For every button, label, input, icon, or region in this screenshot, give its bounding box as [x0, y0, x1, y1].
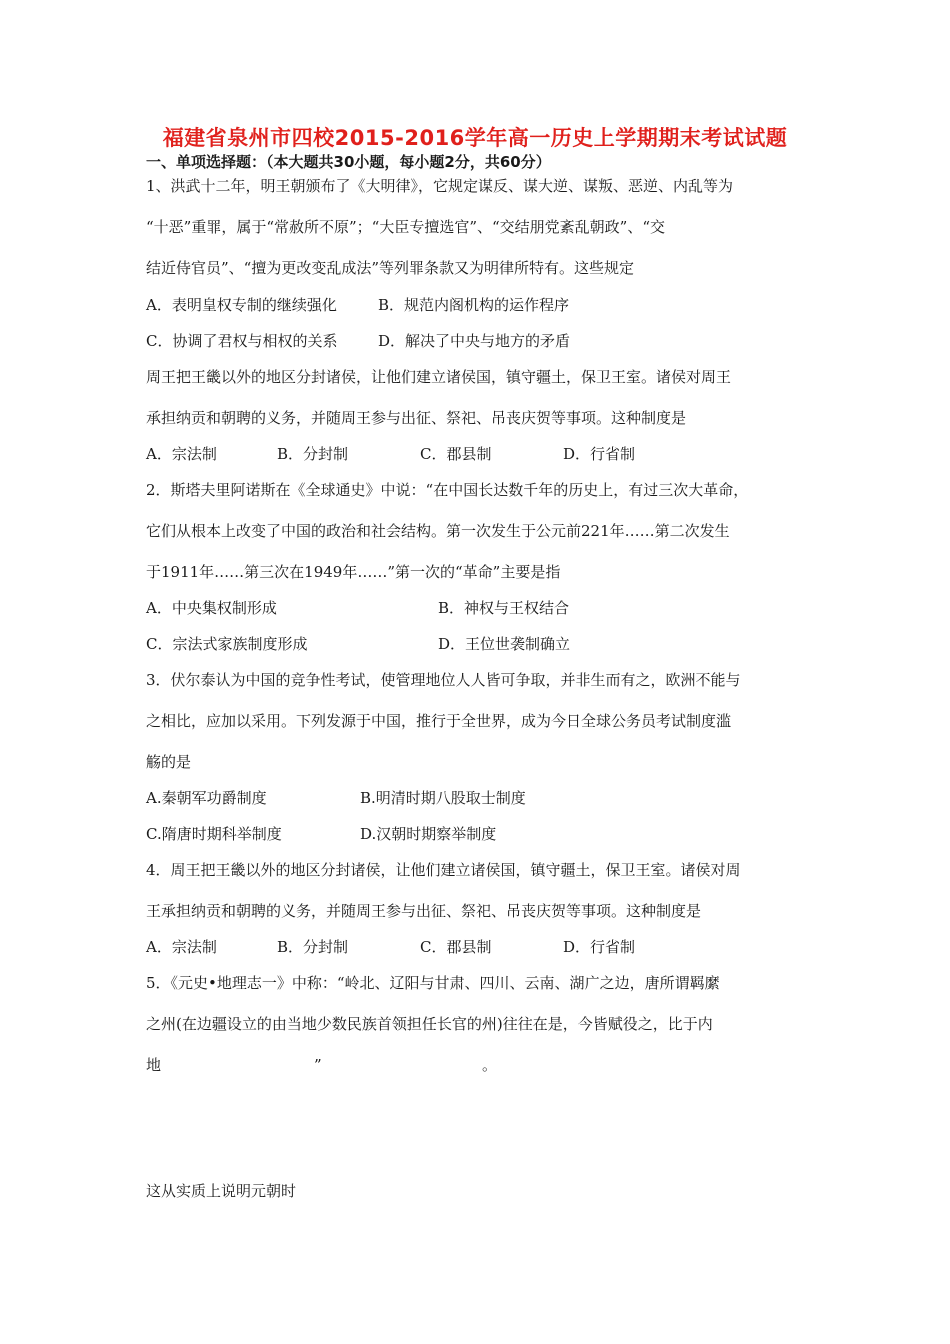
q2-option-a: A．中央集权制形成: [146, 599, 277, 617]
q5-line3-end: 。: [482, 1056, 498, 1074]
q3-line: 之相比，应加以采用。下列发源于中国，推行于全世界，成为今日全球公务员考试制度滥: [146, 712, 732, 730]
q4-option-d: D．行省制: [563, 938, 636, 956]
q1-line: 1、洪武十二年，明王朝颁布了《大明律》，它规定谋反、谋大逆、谋叛、恶逆、内乱等为: [146, 177, 734, 195]
q2-option-b: B．神权与王权结合: [438, 599, 570, 617]
q4-line: 4．周王把王畿以外的地区分封诸侯，让他们建立诸侯国，镇守疆土，保卫王室。诸侯对周: [146, 861, 741, 879]
q1-option-c: C．协调了君权与相权的关系: [146, 332, 338, 350]
qx-option-b: B．分封制: [277, 445, 349, 463]
qx-line: 承担纳贡和朝聘的义务，并随周王参与出征、祭祀、吊丧庆贺等事项。这种制度是: [146, 409, 687, 427]
qx-option-a: A．宗法制: [146, 445, 217, 463]
q3-option-d: D.汉朝时期察举制度: [360, 825, 497, 843]
q1-option-b: B．规范内阁机构的运作程序: [378, 296, 570, 314]
q1-line: 结近侍官员”、“擅为更改变乱成法”等列罪条款又为明律所特有。这些规定: [146, 259, 635, 277]
q5-line3-start: 地: [146, 1056, 162, 1074]
q3-option-b: B.明清时期八股取士制度: [360, 789, 526, 807]
qx-option-d: D．行省制: [563, 445, 636, 463]
q2-line: 它们从根本上改变了中国的政治和社会结构。第一次发生于公元前221年……第二次发生: [146, 522, 730, 540]
q2-option-d: D．王位世袭制确立: [438, 635, 571, 653]
q5-tail: 这从实质上说明元朝时: [146, 1182, 297, 1200]
q1-line: “十恶”重罪，属于“常赦所不原”；“大臣专擅选官”、“交结朋党紊乱朝政”、“交: [146, 218, 666, 236]
q1-option-a: A．表明皇权专制的继续强化: [146, 296, 337, 314]
q3-option-c: C.隋唐时期科举制度: [146, 825, 282, 843]
q3-option-a: A.秦朝军功爵制度: [146, 789, 267, 807]
qx-line: 周王把王畿以外的地区分封诸侯，让他们建立诸侯国，镇守疆土，保卫王室。诸侯对周王: [146, 368, 732, 386]
q4-option-a: A．宗法制: [146, 938, 217, 956]
qx-option-c: C．郡县制: [420, 445, 492, 463]
section-heading: 一、单项选择题：（本大题共30小题，每小题2分，共60分）: [146, 153, 551, 171]
q3-line: 3．伏尔泰认为中国的竞争性考试，使管理地位人人皆可争取，并非生而有之，欧洲不能与: [146, 671, 741, 689]
q3-line: 觞的是: [146, 753, 192, 771]
q2-option-c: C．宗法式家族制度形成: [146, 635, 308, 653]
exam-title: 福建省泉州市四校2015-2016学年高一历史上学期期末考试试题: [162, 126, 788, 150]
q1-option-d: D．解决了中央与地方的矛盾: [378, 332, 571, 350]
q4-option-b: B．分封制: [277, 938, 349, 956]
q5-line: 之州(在边疆设立的由当地少数民族首领担任长官的州)往往在是，今皆赋役之，比于内: [146, 1015, 713, 1033]
q2-line: 于1911年……第三次在1949年……”第一次的“革命”主要是指: [146, 563, 561, 581]
q5-line3-quote: ”: [314, 1056, 322, 1074]
q2-line: 2．斯塔夫里阿诺斯在《全球通史》中说：“在中国长达数千年的历史上，有过三次大革命，: [146, 481, 749, 499]
q4-line: 王承担纳贡和朝聘的义务，并随周王参与出征、祭祀、吊丧庆贺等事项。这种制度是: [146, 902, 702, 920]
q5-line: 5．《元史•地理志一》中称：“岭北、辽阳与甘肃、四川、云南、湖广之边，唐所谓羁縻: [146, 974, 720, 992]
q4-option-c: C．郡县制: [420, 938, 492, 956]
